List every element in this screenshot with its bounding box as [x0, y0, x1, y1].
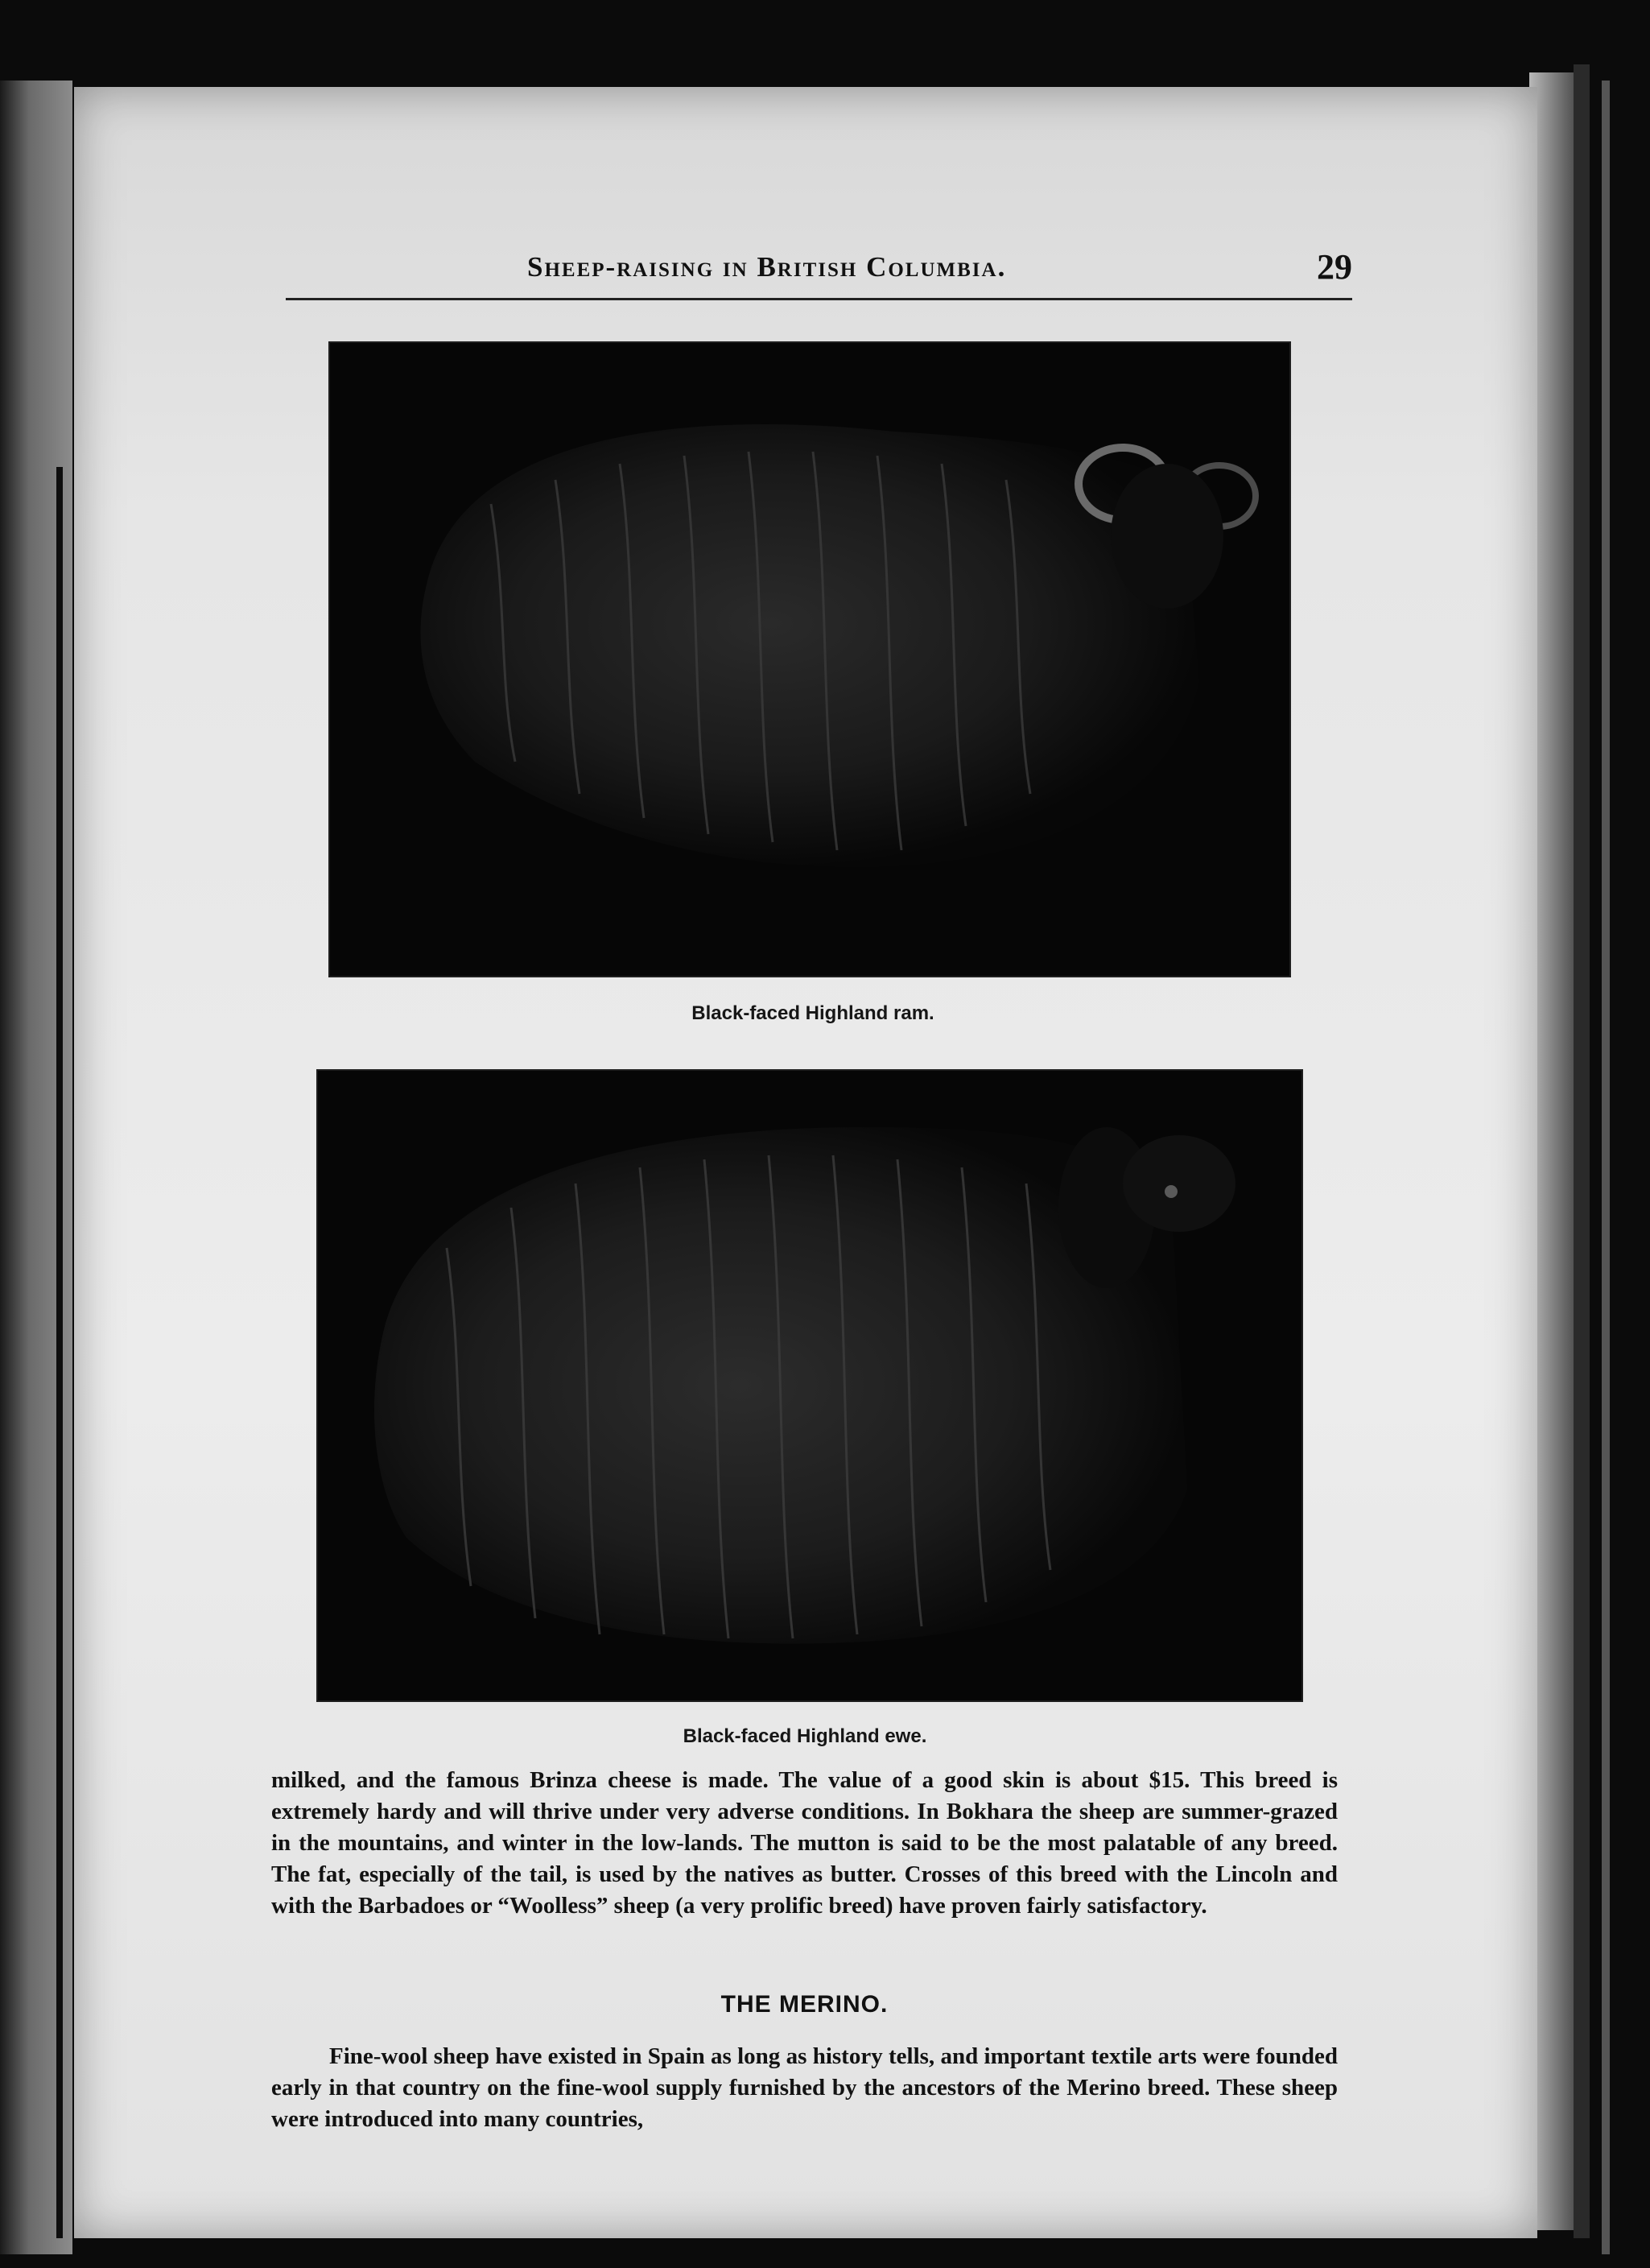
page-stack-edge [1574, 64, 1590, 2238]
section-heading: THE MERINO. [720, 1991, 889, 2018]
body-paragraph: Fine-wool sheep have existed in Spain as long as history tells, and important textile arts were founded early in that country on the fine-wool supply furnished by the ancestors of the Merino breed. These sheep were introduced into many countries, [271, 2043, 1338, 2132]
ewe-caption: Black-faced Highland ewe. [683, 1725, 927, 1747]
body-paragraph: milked, and the famous Brinza cheese is made. The value of a good skin is about $15. This breed is extremely hardy and will thrive under very adverse conditions. In Bokhara the sheep are summer-grazed in the mountains, and winter in the low-lands. The mutton is said to be the most palatable of any breed. The fat, especially of the tail, is used by the natives as butter. Crosses of this breed with the Lincoln and with the Barbadoes or “Woolless” sheep (a very prolific breed) have proven fairly satisfactory. [271, 1767, 1338, 1919]
running-header [286, 247, 1352, 291]
running-head-title: Sheep-raising in British Columbia. [527, 251, 1007, 283]
binding-gutter [56, 467, 63, 2238]
page-stack-edge-outer [1602, 81, 1610, 2254]
ram-caption: Black-faced Highland ram. [691, 1002, 934, 1024]
ewe-photograph [316, 1069, 1303, 1702]
ram-photograph [328, 341, 1291, 977]
page-number: 29 [1317, 247, 1352, 287]
header-rule [286, 298, 1352, 300]
